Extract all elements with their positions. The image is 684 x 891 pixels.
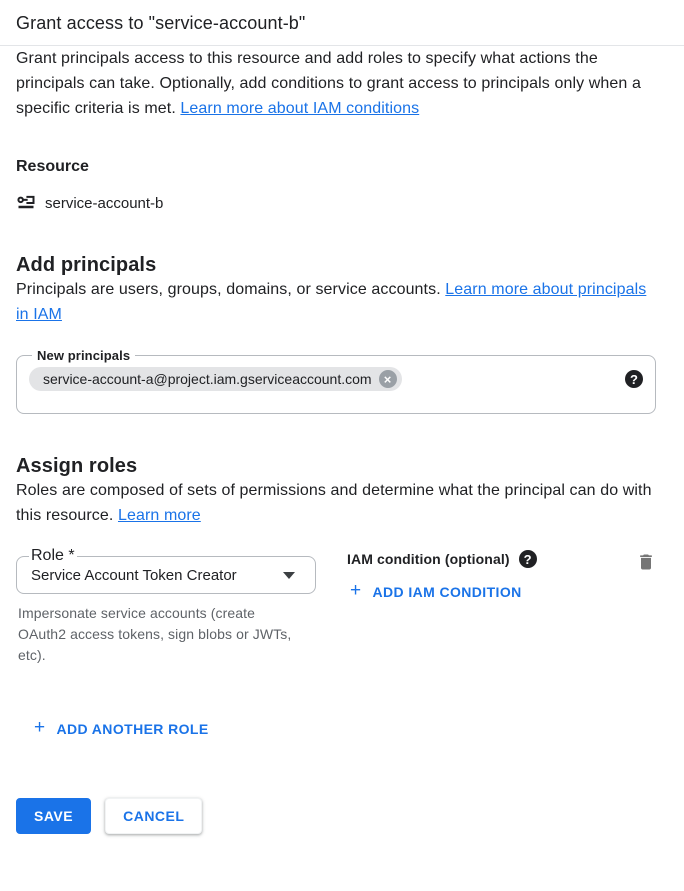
plus-icon: + [34, 717, 46, 738]
condition-help-icon[interactable]: ? [519, 550, 537, 568]
add-another-role-button[interactable] [34, 717, 209, 738]
principal-chip[interactable] [29, 367, 402, 391]
add-iam-condition-label: ADD IAM CONDITION [372, 583, 522, 600]
intro-text-content: Grant principals access to this resource and add roles to specify what actions the principals can take. Optionally, add conditions to grant access to principals only when a specific criteria is met. [16, 50, 641, 117]
condition-column [347, 547, 537, 600]
role-select-label: Role * [31, 547, 75, 564]
delete-role-button[interactable] [636, 552, 656, 572]
role-select[interactable] [16, 547, 316, 594]
save-button[interactable]: SAVE [16, 798, 91, 834]
add-another-role-label: ADD ANOTHER ROLE [56, 720, 209, 737]
add-principals-heading: Add principals [16, 254, 157, 276]
cancel-button[interactable]: CANCEL [105, 798, 202, 834]
principal-chip-label: service-account-a@project.iam.gserviceaccount.com [43, 371, 372, 387]
role-assignment-row [16, 547, 656, 666]
role-selected-value: Service Account Token Creator [31, 567, 237, 584]
roles-text [16, 478, 656, 528]
resource-heading: Resource [16, 158, 89, 175]
resource-row [16, 193, 656, 213]
resource-name: service-account-b [45, 194, 164, 212]
condition-label: IAM condition (optional) [347, 551, 510, 567]
iam-conditions-link[interactable]: Learn more about IAM conditions [180, 100, 420, 117]
principals-text [16, 277, 656, 327]
principals-text-content: Principals are users, groups, domains, or service accounts. [16, 281, 446, 298]
dialog-header [0, 0, 684, 46]
dropdown-arrow-icon [283, 572, 295, 579]
plus-icon: + [350, 580, 362, 601]
roles-text-content: Roles are composed of sets of permissions and determine what the principal can do with this resource. [16, 482, 652, 524]
new-principals-field[interactable] [16, 348, 656, 414]
new-principals-label: New principals [37, 348, 131, 363]
service-account-icon [16, 193, 36, 213]
role-column [16, 547, 316, 666]
chip-remove-icon[interactable]: × [379, 370, 397, 388]
dialog-title: Grant access to "service-account-b" [16, 13, 306, 33]
principals-learn-more-link[interactable]: Learn more about principals in IAM [16, 281, 647, 323]
new-principals-input-area[interactable] [29, 367, 643, 391]
trash-icon [636, 552, 656, 572]
assign-roles-heading: Assign roles [16, 455, 138, 477]
roles-learn-more-link[interactable]: Learn more [117, 507, 201, 524]
principals-help-icon[interactable]: ? [625, 370, 643, 388]
dialog-footer [16, 798, 684, 834]
intro-text [16, 46, 656, 121]
add-iam-condition-button[interactable] [350, 580, 522, 601]
role-description: Impersonate service accounts (create OAuth2 access tokens, sign blobs or JWTs, etc). [18, 605, 292, 663]
dialog-body [0, 46, 684, 737]
